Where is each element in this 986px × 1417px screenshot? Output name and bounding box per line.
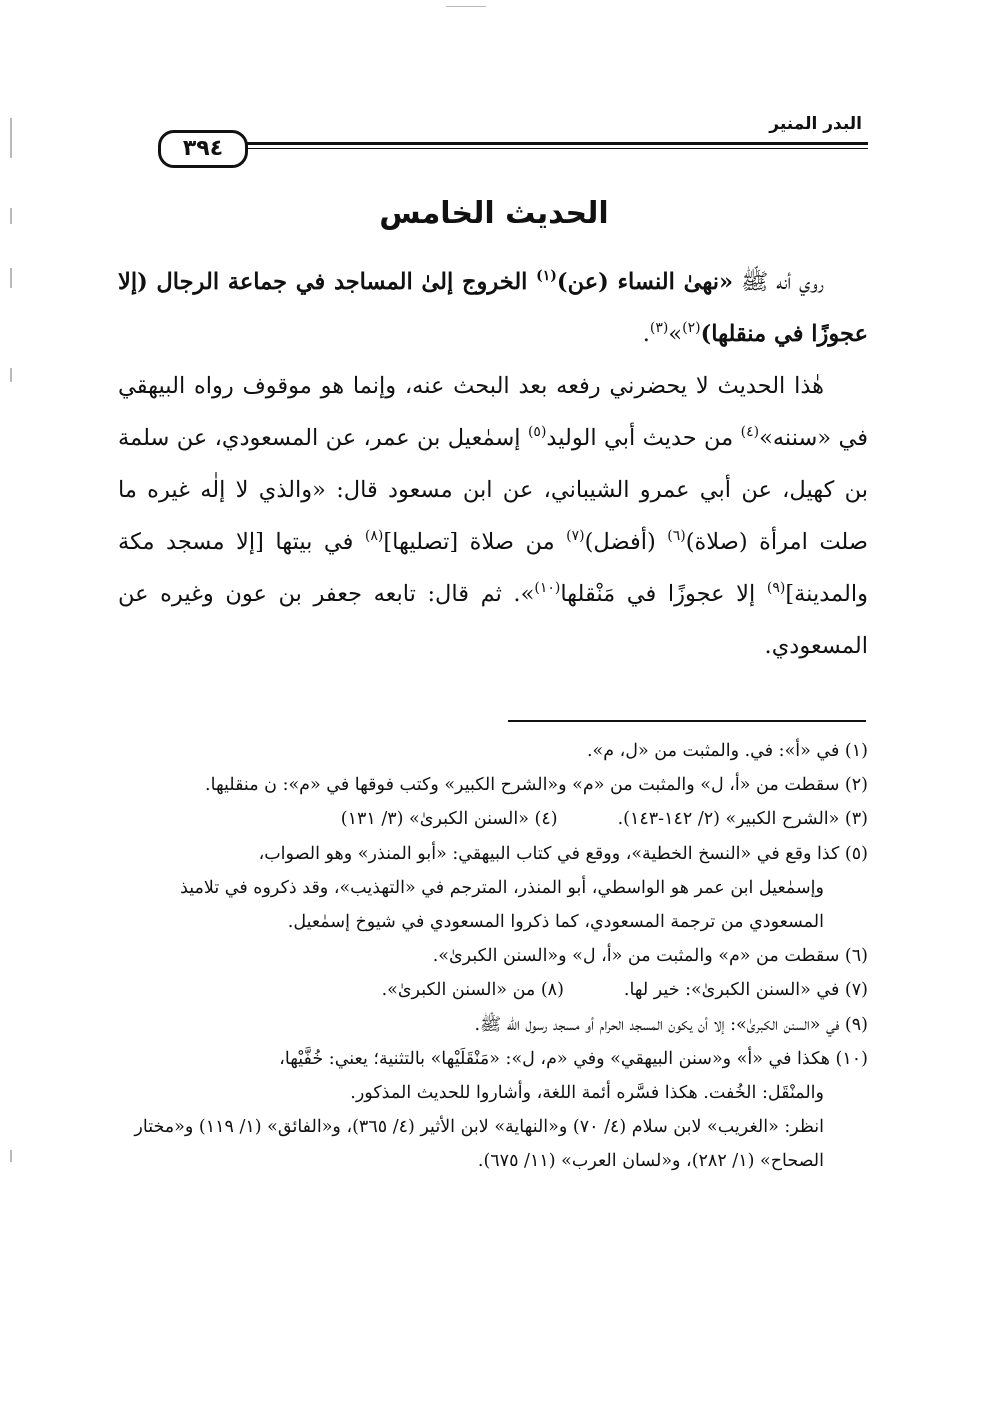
text-run: . (642, 321, 650, 347)
footnote-7: (٧) في «السنن الكبرىٰ»: خير لها. (623, 980, 868, 1001)
footnotes (118, 734, 868, 1179)
footnote-5 (118, 837, 868, 940)
scan-edge-mark (10, 268, 12, 288)
footnote-10 (118, 1042, 868, 1179)
section-heading: الحديث الخامس (379, 196, 609, 231)
page-number: ٣٩٤ (158, 130, 248, 168)
text-run: روي أنه ﷺ (733, 269, 824, 295)
footnote-6: (٦) سقطت من «م» والمثبت من «أ، ل» و«السنن الكبرىٰ». (432, 946, 868, 967)
text-run: هٰذا الحديث لا يحضرني رفعه بعد البحث عنه، وإنما هو موقوف رواه البيهقي في «سننه» (118, 373, 868, 451)
paragraph-hadith (118, 256, 868, 360)
page-header (120, 112, 868, 162)
footnote-ref[interactable]: (٩) (766, 580, 786, 596)
text-run: إسمٰعيل بن عمر، عن المسعودي، عن سلمة بن كهيل، عن أبي عمرو الشيباني، عن ابن مسعود قال: «والذي لا إلٰه غيره ما صلت امرأة (صلاة) (118, 425, 868, 555)
footnote-ref[interactable]: (٦) (667, 528, 686, 544)
text-run: (أفضل) (584, 529, 668, 555)
text-run: «نهىٰ النساء (عن) (556, 269, 734, 295)
footnote-ref[interactable]: (٢) (682, 320, 701, 336)
footnote-5-line: (٥) كذا وقع في «النسخ الخطية»، ووقع في كتاب البيهقي: «أبو المنذر» وهو الصواب، (258, 843, 868, 864)
footnote-7-8 (118, 973, 868, 1007)
footnote-10-line: (١٠) هكذا في «أ» و«سنن البيهقي» وفي «م، ل»: «مَنْقَلَيْها» بالتثنية؛ يعني: خُفَّيْها، (279, 1048, 868, 1069)
footnote-10-continuation: والمنْقَل: الخُفت. هكذا فسَّره أئمة اللغة، وأشاروا للحديث المذكور. (350, 1083, 824, 1104)
footnote-9: (٩) في «السنن الكبرىٰ»: إلا أن يكون المسجد الحرام أو مسجد رسول الله ﷺ. (474, 1014, 868, 1035)
footnote-8: (٨) من «السنن الكبرىٰ». (381, 980, 564, 1001)
footnote-ref[interactable]: (٨) (364, 528, 384, 544)
header-rule-thin (170, 148, 868, 149)
scan-edge-mark (10, 1150, 12, 1162)
footnote-ref[interactable]: (٣) (649, 320, 669, 336)
footnote-3: (٣) «الشرح الكبير» (٢/ ١٤٢-١٤٣). (617, 809, 868, 830)
footnote-1: (١) في «أ»: في. والمثبت من «ل، م». (586, 741, 868, 761)
scan-edge-mark (10, 208, 12, 224)
text-run: في بيتها [إلا مسجد مكة والمدينة] (118, 529, 868, 607)
footnote-ref[interactable]: (١٠) (534, 580, 561, 596)
footnote-ref[interactable]: (٥) (527, 424, 547, 440)
footnote-4: (٤) «السنن الكبرىٰ» (٣/ ١٣١) (340, 809, 558, 830)
scan-edge-mark (10, 368, 12, 382)
scan-edge-mark (446, 6, 486, 7)
running-title: البدر المنير (769, 114, 862, 134)
footnote-3-4 (118, 802, 868, 836)
scan-edge-mark (10, 118, 12, 158)
footnote-10-sources: انظر: «الغريب» لابن سلام (٤/ ٧٠) و«النهاية» لابن الأثير (٤/ ٣٦٥)، و«الفائق» (١/ ١١٩) و«مختار الصحاح» (١/ ٢٨٢)، و«لسان العرب» (١١/ ٦٧٥). (134, 1117, 824, 1172)
main-text (118, 256, 868, 672)
footnote-separator (508, 720, 866, 722)
text-run: » (668, 321, 683, 347)
footnote-2: (٢) سقطت من «أ، ل» والمثبت من «م» و«الشرح الكبير» وكتب فوقها في «م»: ن منقليها. (205, 775, 868, 796)
footnote-5-continuation: وإسمٰعيل ابن عمر هو الواسطي، أبو المنذر، المترجم في «التهذيب»، وقد ذكروه في تلاميذ المسعودي من ترجمة المسعودي، كما ذكروا المسعودي في شيوخ إسمٰعيل. (180, 877, 824, 933)
header-rule (170, 142, 868, 145)
text-run: من حديث أبي الوليد (546, 425, 741, 451)
text-run: من صلاة [تصليها] (383, 529, 567, 555)
paragraph-commentary (118, 360, 868, 672)
footnote-ref[interactable]: (٧) (566, 528, 585, 544)
footnote-ref[interactable]: (٤) (740, 424, 760, 440)
text-run: الخروج إلىٰ المساجد في جماعة الرجال (إلا عجوزًا في منقلها) (118, 269, 868, 347)
footnote-ref[interactable]: (١) (536, 268, 557, 284)
text-run: إلا عجوزًا في مَنْقلها (560, 581, 767, 607)
text-run: ». ثم قال: تابعه جعفر بن عون وغيره عن المسعودي. (118, 581, 868, 659)
